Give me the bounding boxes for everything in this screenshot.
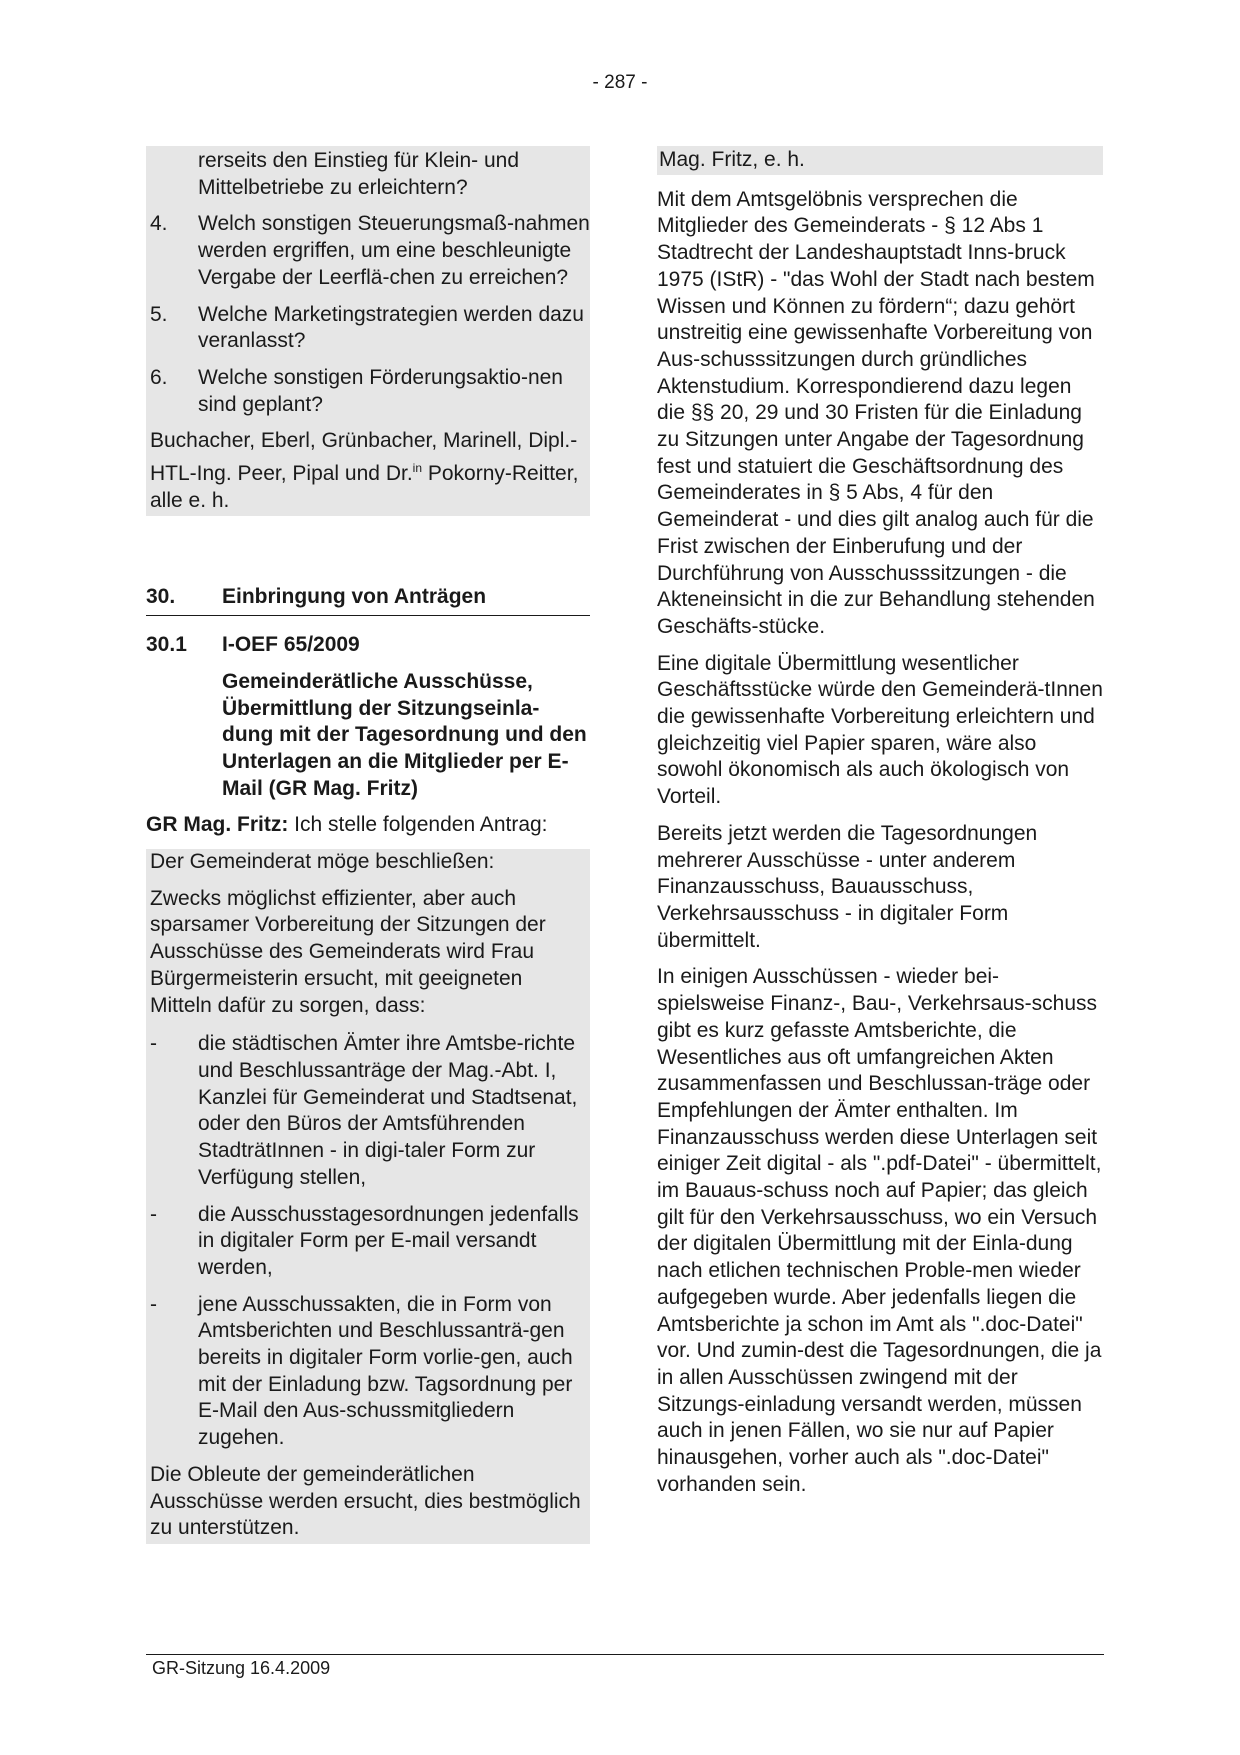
motion-intro-block (146, 849, 590, 878)
list-item (150, 211, 590, 291)
list-marker: 5. (150, 302, 168, 326)
list-marker (150, 148, 198, 201)
subsection-heading (146, 632, 590, 659)
list-item (150, 302, 590, 355)
footer-rule (146, 1654, 1104, 1655)
page-number: - 287 - (592, 72, 648, 93)
section-heading (146, 584, 590, 616)
list-text: Welche Marketingstrategien werden dazu veranlasst? (198, 302, 584, 353)
speaker-paragraph (146, 812, 590, 839)
body-paragraph: Bereits jetzt werden die Tagesordnungen mehrerer Ausschüsse - unter anderem Finanzausschuss, Bauausschuss, Verkehrsausschuss - in digitaler Form übermittelt. (657, 821, 1038, 952)
bullet-marker: - (150, 1202, 157, 1226)
subsection-title: Gemeinderätliche Ausschüsse, Übermittlung der Sitzungseinla-dung mit der Tagesordnung und den Unterlagen an die Mitglieder per E-Mail (GR Mag. Fritz) (222, 669, 587, 800)
body-paragraph: Mit dem Amtsgelöbnis versprechen die Mitglieder des Gemeinderats - § 12 Abs 1 Stadtrecht der Landeshauptstadt Inns-bruck 1975 (IStR) - "das Wohl der Stadt nach bestem Wissen und Können zu fördern“; dazu gehört unstreitig eine gewissenhafte Vorbereitung von Aus-schusssitzungen durch gründliches Aktenstudium. Korrespondierend dazu legen die §§ 20, 29 und 30 Fristen für die Einladung zu Sitzungen unter Angabe der Tagesordnung fest und statuiert die Geschäftsordnung des Gemeinderates in § 5 Abs, 4 für den Gemeinderat - und dies gilt analog auch für die Frist zwischen der Einberufung und der Durchführung von Ausschusssitzungen - die Akteneinsicht in die zur Behandlung stehenden Geschäfts-stücke. (657, 187, 1095, 638)
signers-line-2: Pokorny-Reitter, alle e. h. (150, 462, 579, 512)
list-marker: 4. (150, 212, 168, 236)
signers (150, 428, 590, 514)
question-list-block (146, 146, 590, 516)
bullet-marker: - (150, 1292, 157, 1316)
speaker-name: GR Mag. Fritz: (146, 813, 289, 837)
section-number: 30. (146, 585, 176, 609)
bullet-text: die städtischen Ämter ihre Amtsbe-richte und Beschlussanträge der Mag.-Abt. I, Kanzlei für Gemeinderat und Stadtsenat, oder den Büros der Amtsführenden StadträtInnen - in digi-taler Form zur Verfügung stellen, (198, 1032, 578, 1189)
list-item (150, 148, 590, 201)
subsection-id: I-OEF 65/2009 (222, 633, 360, 657)
list-marker: 6. (150, 365, 168, 389)
closing-text: Die Obleute der gemeinderätlichen Ausschüsse werden ersucht, dies bestmöglich zu unterstützen. (150, 1462, 581, 1540)
list-text: rerseits den Einstieg für Klein- und Mittelbetriebe zu erleichtern? (198, 149, 519, 199)
left-column (146, 146, 590, 1544)
bullet-marker: - (150, 1032, 157, 1056)
signers-sup: in (412, 461, 422, 476)
list-item (150, 365, 590, 418)
bullet-item (150, 1031, 590, 1191)
bullet-item (150, 1292, 590, 1452)
body-paragraph: In einigen Ausschüssen - wieder bei-spielsweise Finanz-, Bau-, Verkehrsaus-schuss gibt es kurz gefasste Amtsberichte, die Wesentliches aus oft umfangreichen Akten zusammenfassen und Beschlussan-träge oder Empfehlungen der Ämter enthalten. Im Finanzausschuss werden diese Unterlagen seit einiger Zeit digital - als ".pdf-Datei" - übermittelt, im Bauaus-schuss noch auf Papier; das gleich gilt für den Verkehrsausschuss, wo ein Versuch der digitalen Übermittlung mit der Einla-dung nach etlichen technischen Proble-men wieder aufgegeben wurde. Aber jedenfalls liegen die Amtsberichte ja schon im Amt als ".doc-Datei" vor. Und zumin-dest die Tagesordnungen, die ja in allen Ausschüssen zwingend mit der Sitzungs-einladung versandt werden, müssen auch in jenen Fällen, wo sie nur auf Papier hinausgehen, vorher auch als ".doc-Datei" vorhanden sein. (657, 965, 1102, 1496)
subsection-number: 30.1 (146, 633, 187, 657)
right-column (657, 146, 1103, 1498)
motion-intro: Der Gemeinderat möge beschließen: (150, 850, 495, 874)
body-paragraph: Eine digitale Übermittlung wesentlicher Geschäftsstücke würde den Gemeinderä-tInnen die gewissenhafte Vorbereitung erleichtern und gleichzeitig viel Papier sparen, wäre also sowohl ökonomisch als auch ökologisch von Vorteil. (657, 651, 1103, 809)
bullet-item (150, 1202, 590, 1282)
footer: GR-Sitzung 16.4.2009 (152, 1658, 331, 1678)
list-text: Welch sonstigen Steuerungsmaß-nahmen werden ergriffen, um eine beschleunigte Vergabe der Leerflä-chen zu erreichen? (198, 212, 590, 289)
signers-line-1: Buchacher, Eberl, Grünbacher, Marinell, Dipl.-HTL-Ing. Peer, Pipal und (150, 429, 578, 486)
motion-block (146, 878, 590, 1544)
speaker-text: Ich stelle folgenden Antrag: (294, 813, 548, 837)
signature: Mag. Fritz, e. h. (659, 148, 805, 171)
section-title: Einbringung von Anträgen (222, 585, 487, 609)
motion-text: Zwecks möglichst effizienter, aber auch sparsamer Vorbereitung der Sitzungen der Ausschüsse des Gemeinderats wird Frau Bürgermeisterin ersucht, mit geeigneten Mitteln dafür zu sorgen, dass: (150, 886, 546, 1017)
signature-block (657, 146, 1103, 175)
bullet-text: die Ausschusstagesordnungen jedenfalls in digitaler Form per E-mail versandt werden, (198, 1202, 579, 1279)
bullet-text: jene Ausschussakten, die in Form von Amtsberichten und Beschlussanträ-gen bereits in digitaler Form vorlie-gen, auch mit der Einladung bzw. Tagsordnung per E-Mail den Aus-schussmitgliedern zugehen. (198, 1292, 573, 1450)
list-text: Welche sonstigen Förderungsaktio-nen sind geplant? (198, 365, 563, 416)
signers-dr: Dr. (385, 462, 413, 486)
